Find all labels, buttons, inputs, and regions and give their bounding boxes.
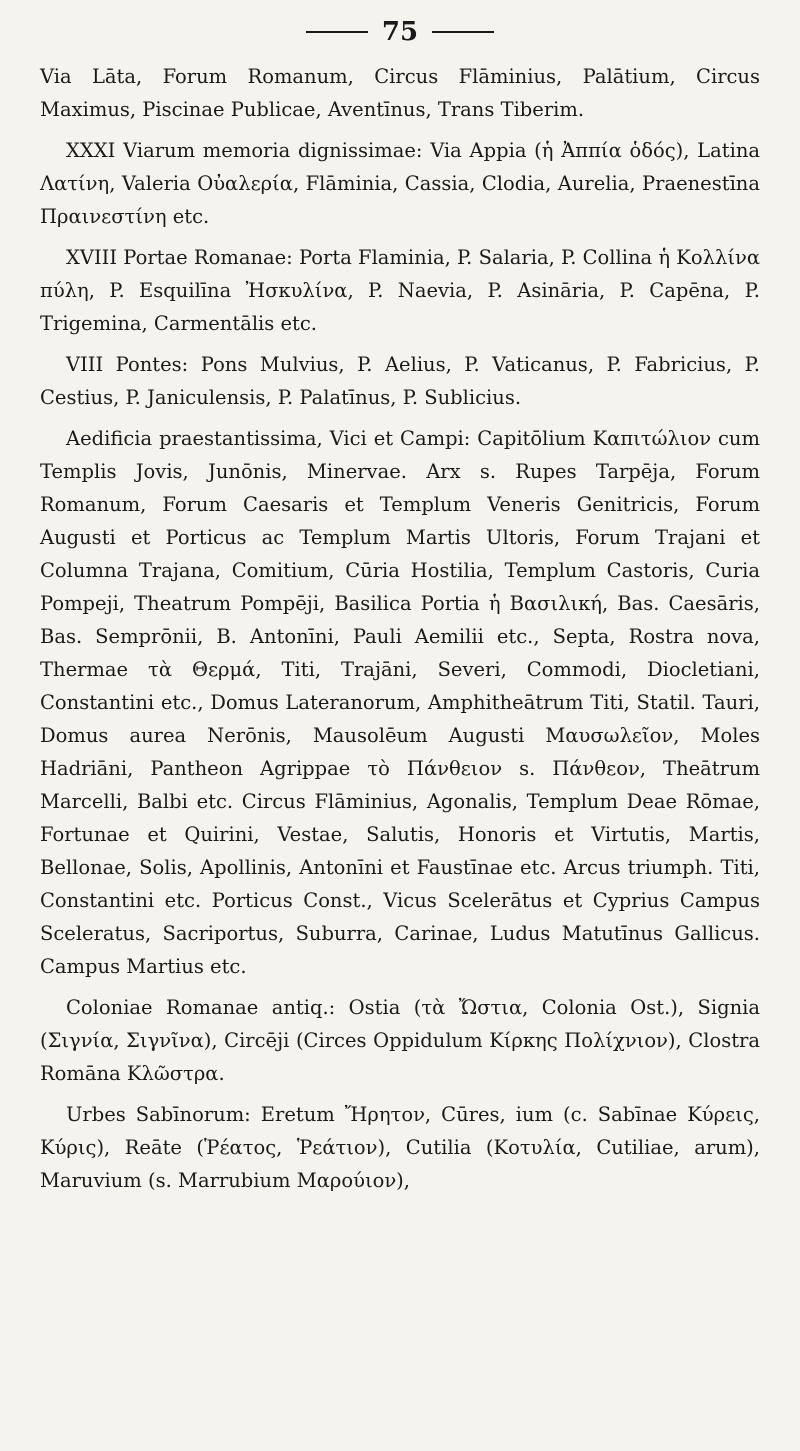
paragraph-urbes-sabinorum: Urbes Sabīnorum: Eretum Ἤρητον, Cūres, ium (c. Sabīnae Κύρεις, Κύρις), Reāte (Ῥέατος, Ῥεάτιον), Cutilia (Κοτυλία, Cutiliae, arum), Maruvium (s. Marrubium Μαρούιον), (40, 1103, 760, 1192)
paragraph-pontes: VIII Pontes: Pons Mulvius, P. Aelius, P. Vaticanus, P. Fabricius, P. Cestius, P. Janiculensis, P. Palatīnus, P. Sublicius. (40, 353, 760, 409)
body-text (40, 60, 760, 1197)
paragraph-coloniae: Coloniae Romanae antiq.: Ostia (τὰ Ὤστια, Colonia Ost.), Signia (Σιγνία, Σιγνῖνα), Circēji (Circes Oppidulum Κίρκης Πολίχνιον), Clostra Romāna Κλῶστρα. (40, 996, 760, 1085)
page-number: 75 (381, 17, 419, 47)
header-rule-left (306, 31, 368, 33)
page-header (40, 14, 760, 50)
paragraph-aedificia: Aedificia praestantissima, Vici et Campi: Capitōlium Καπιτώλιον cum Templis Jovis, Junōnis, Minervae. Arx s. Rupes Tarpēja, Forum Romanum, Forum Caesaris et Templum Veneris Genitricis, Forum Augusti et Porticus ac Templum Martis Ultoris, Forum Trajani et Columna Trajana, Comitium, Cūria Hostilia, Templum Castoris, Curia Pompeji, Theatrum Pompēji, Basilica Portia ἡ Βασιλική, Bas. Caesāris, Bas. Semprōnii, B. Antonīni, Pauli Aemilii etc., Septa, Rostra nova, Thermae τὰ Θερμά, Titi, Trajāni, Severi, Commodi, Diocletiani, Constantini etc., Domus Lateranorum, Amphitheātrum Titi, Statil. Tauri, Domus aurea Nerōnis, Mausolēum Augusti Μαυσωλεῖον, Moles Hadriāni, Pantheon Agrippae τὸ Πάνθειον s. Πάνθεον, Theātrum Marcelli, Balbi etc. Circus Flāminius, Agonalis, Templum Deae Rōmae, Fortunae et Quirini, Vestae, Salutis, Honoris et Virtutis, Martis, Bellonae, Solis, Apollinis, Antonīni et Faustīnae etc. Arcus triumph. Titi, Constantini etc. Porticus Const., Vicus Scelerātus et Cyprius Campus Sceleratus, Sacriportus, Suburra, Carinae, Ludus Matutīnus Gallicus. Campus Martius etc. (40, 427, 760, 978)
paragraph-main-roads-intro: Via Lāta, Forum Romanum, Circus Flāminius, Palātium, Circus Maximus, Piscinae Publicae, Aventīnus, Trans Tiberim. (40, 65, 760, 121)
paragraph-viae: XXXI Viarum memoria dignissimae: Via Appia (ἡ Ἀππία ὁδός), Latina Λατίνη, Valeria Οὐαλερία, Flāminia, Cassia, Clodia, Aurelia, Praenestīna Πραινεστίνη etc. (40, 139, 760, 228)
header-rule-right (432, 31, 494, 33)
paragraph-portae: XVIII Portae Romanae: Porta Flaminia, P. Salaria, P. Collina ἡ Κολλίνα πύλη, P. Esquilīna Ἠσκυλίνα, P. Naevia, P. Asināria, P. Capēna, P. Trigemina, Carmentālis etc. (40, 246, 760, 335)
